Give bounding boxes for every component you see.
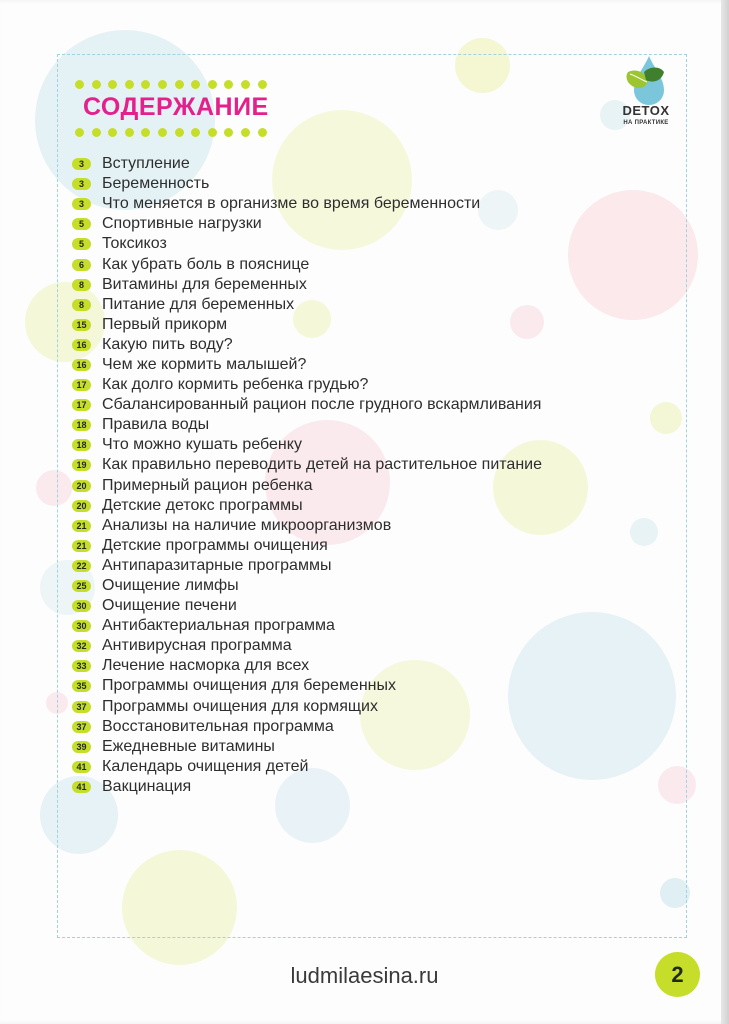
decor-dot [241, 128, 250, 137]
toc-page-badge: 15 [72, 319, 91, 331]
decor-dot [158, 80, 167, 89]
toc-item [72, 636, 542, 656]
toc-page-badge: 16 [72, 339, 91, 351]
decor-dot [158, 128, 167, 137]
toc-item-label: Вступление [102, 155, 190, 173]
decor-dot [108, 80, 117, 89]
toc-item [72, 536, 542, 556]
decor-dot [258, 128, 267, 137]
toc-page-badge: 25 [72, 580, 91, 592]
toc-page-badge: 33 [72, 660, 91, 672]
toc-item-label: Как долго кормить ребенка грудью? [102, 376, 369, 394]
footer-url: ludmilaesina.ru [290, 963, 439, 988]
decor-dot [75, 80, 84, 89]
toc-item-label: Беременность [102, 175, 210, 193]
toc-item-label: Антипаразитарные программы [102, 556, 332, 574]
toc-item [72, 556, 542, 576]
toc-page-badge: 32 [72, 640, 91, 652]
decor-dot [141, 80, 150, 89]
toc-item [72, 214, 542, 234]
title-dots-top [75, 80, 267, 89]
toc-item [72, 395, 542, 415]
toc-item [72, 295, 542, 315]
toc-item-label: Первый прикорм [102, 315, 228, 333]
toc-item [72, 576, 542, 596]
toc-page-badge: 6 [72, 259, 91, 271]
decor-dot [175, 80, 184, 89]
toc-item [72, 777, 542, 797]
title-dots-bottom [75, 128, 267, 137]
toc-page-badge: 20 [72, 500, 91, 512]
decor-dot [92, 80, 101, 89]
decor-dot [75, 128, 84, 137]
toc-item-label: Программы очищения для кормящих [102, 697, 378, 715]
decor-dot [125, 128, 134, 137]
toc-item [72, 154, 542, 174]
toc-item [72, 717, 542, 737]
toc-item [72, 355, 542, 375]
toc-item-label: Ежедневные витамины [102, 737, 275, 755]
toc-item-label: Анализы на наличие микроорганизмов [102, 516, 392, 534]
toc-page-badge: 37 [72, 701, 91, 713]
toc-item-label: Детские детокс программы [102, 496, 303, 514]
toc-item [72, 415, 542, 435]
toc-item [72, 435, 542, 455]
toc-item [72, 757, 542, 777]
decor-dot [175, 128, 184, 137]
toc-item [72, 455, 542, 475]
toc-item [72, 375, 542, 395]
toc-page-badge: 5 [72, 238, 91, 250]
decor-dot [258, 80, 267, 89]
toc-item-label: Чем же кормить малышей? [102, 355, 307, 373]
toc-item-label: Какую пить воду? [102, 335, 233, 353]
toc-item-label: Спортивные нагрузки [102, 215, 262, 233]
toc-item-label: Питание для беременных [102, 295, 295, 313]
page-edge-shadow [721, 0, 729, 1024]
toc-page-badge: 30 [72, 620, 91, 632]
toc-page-badge: 17 [72, 399, 91, 411]
toc-item [72, 616, 542, 636]
toc-page-badge: 8 [72, 299, 91, 311]
toc-item-label: Антибактериальная программа [102, 617, 335, 635]
toc-item-label: Очищение печени [102, 597, 237, 615]
toc-item [72, 496, 542, 516]
decor-dot [108, 128, 117, 137]
toc-item [72, 234, 542, 254]
toc-item-label: Что меняется в организме во время беременности [102, 195, 481, 213]
decor-dot [208, 128, 217, 137]
toc-page-badge: 16 [72, 359, 91, 371]
toc-page-badge: 21 [72, 520, 91, 532]
toc-page-badge: 19 [72, 459, 91, 471]
toc-item-label: Календарь очищения детей [102, 757, 309, 775]
decor-dot [224, 80, 233, 89]
toc-item [72, 315, 542, 335]
toc-page-badge: 37 [72, 721, 91, 733]
toc-item-label: Очищение лимфы [102, 577, 239, 595]
decor-dot [92, 128, 101, 137]
toc-item-label: Правила воды [102, 416, 210, 434]
decor-dot [125, 80, 134, 89]
toc-item-label: Лечение насморка для всех [102, 657, 310, 675]
toc-item [72, 335, 542, 355]
toc-page-badge: 18 [72, 439, 91, 451]
toc-item-label: Витамины для беременных [102, 275, 307, 293]
toc-item [72, 697, 542, 717]
toc-page-badge: 3 [72, 198, 91, 210]
page-title: СОДЕРЖАНИЕ [83, 93, 269, 121]
toc-page-badge: 3 [72, 178, 91, 190]
toc-page-badge: 39 [72, 741, 91, 753]
toc-item-label: Сбалансированный рацион после грудного вскармливания [102, 396, 542, 414]
toc-page-badge: 5 [72, 218, 91, 230]
toc-page-badge: 3 [72, 158, 91, 170]
toc-page-badge: 35 [72, 680, 91, 692]
decor-dot [141, 128, 150, 137]
toc-item [72, 737, 542, 757]
decor-dot [191, 80, 200, 89]
toc-page-badge: 22 [72, 560, 91, 572]
toc-item [72, 194, 542, 214]
toc-item [72, 476, 542, 496]
logo-wordmark: DETOX [622, 103, 670, 118]
toc-item-label: Восстановительная программа [102, 717, 334, 735]
toc-item-label: Детские программы очищения [102, 536, 328, 554]
toc-item [72, 596, 542, 616]
toc-page-badge: 17 [72, 379, 91, 391]
toc-item-label: Как убрать боль в пояснице [102, 255, 310, 273]
logo-subtitle: НА ПРАКТИКЕ [623, 120, 669, 126]
toc-page-badge: 20 [72, 480, 91, 492]
decor-dot [224, 128, 233, 137]
toc-item [72, 275, 542, 295]
toc-item-label: Примерный рацион ребенка [102, 476, 313, 494]
decor-dot [241, 80, 250, 89]
toc-item-label: Антивирусная программа [102, 637, 292, 655]
toc-page-badge: 41 [72, 781, 91, 793]
toc-page-badge: 30 [72, 600, 91, 612]
table-of-contents [72, 154, 542, 797]
toc-item [72, 516, 542, 536]
decor-dot [208, 80, 217, 89]
toc-page-badge: 21 [72, 540, 91, 552]
toc-item-label: Токсикоз [102, 235, 167, 253]
toc-page-badge: 18 [72, 419, 91, 431]
decor-dot [191, 128, 200, 137]
toc-item-label: Программы очищения для беременных [102, 677, 396, 695]
toc-item-label: Как правильно переводить детей на растительное питание [102, 456, 542, 474]
toc-item [72, 676, 542, 696]
toc-item-label: Что можно кушать ребенку [102, 436, 302, 454]
toc-item [72, 174, 542, 194]
page-number: 2 [655, 952, 700, 997]
toc-page-badge: 8 [72, 279, 91, 291]
toc-page-badge: 41 [72, 761, 91, 773]
toc-item [72, 656, 542, 676]
toc-item [72, 254, 542, 274]
toc-item-label: Вакцинация [102, 777, 192, 795]
